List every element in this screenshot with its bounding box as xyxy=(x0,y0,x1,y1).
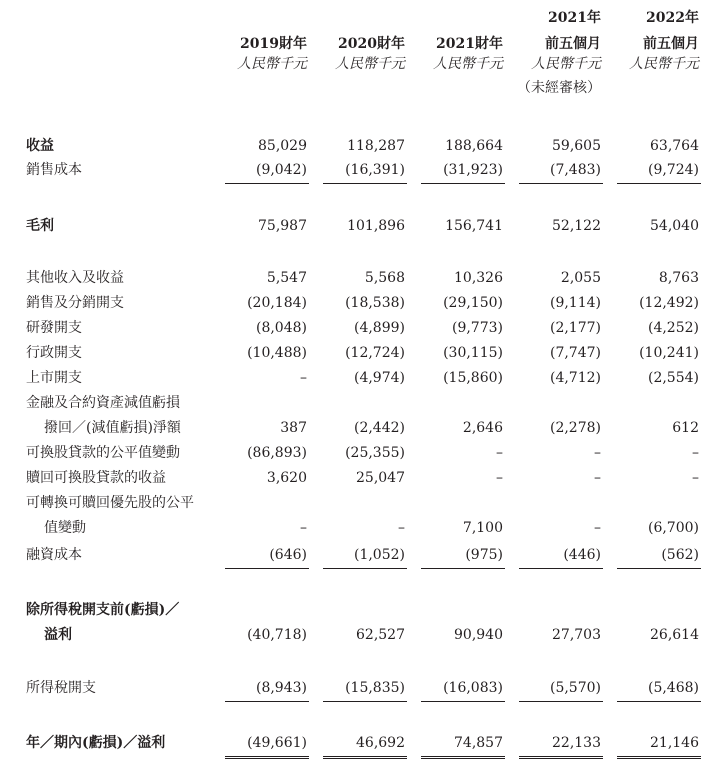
row-label: 上市開支 xyxy=(26,370,82,386)
cell: 75,987 xyxy=(258,218,307,234)
cell: (40,718) xyxy=(247,627,307,643)
column-header-2020 xyxy=(305,34,405,74)
cell: 90,940 xyxy=(454,627,503,643)
cell: (30,115) xyxy=(443,345,503,361)
row-label: 值變動 xyxy=(44,520,86,536)
subtotal-rule xyxy=(617,568,701,569)
cell: 59,605 xyxy=(552,138,601,154)
row-label: 其他收入及收益 xyxy=(26,270,124,286)
cell: (15,835) xyxy=(345,680,405,696)
column-unit: 人民幣千元 xyxy=(237,56,307,72)
column-unit: 人民幣千元 xyxy=(433,56,503,72)
cell: – xyxy=(300,520,307,536)
cell: 74,857 xyxy=(454,735,503,751)
row-label: 收益 xyxy=(26,138,54,154)
row-fv-convertible-loans xyxy=(0,443,720,463)
cell: 188,664 xyxy=(445,138,503,154)
cell: (6,700) xyxy=(647,520,699,536)
cell: (12,724) xyxy=(345,345,405,361)
subtotal-rule xyxy=(421,183,505,184)
row-net-profit xyxy=(0,733,720,753)
cell: (8,048) xyxy=(255,320,307,336)
cell: – xyxy=(594,445,601,461)
cell: 62,527 xyxy=(356,627,405,643)
cell: 22,133 xyxy=(552,735,601,751)
cell: 8,763 xyxy=(658,270,699,286)
row-impairment xyxy=(0,418,720,438)
cell: (18,538) xyxy=(345,295,405,311)
subtotal-rule xyxy=(519,183,603,184)
cell: (2,554) xyxy=(647,370,699,386)
cell: 156,741 xyxy=(445,218,503,234)
subtotal-rule xyxy=(519,701,603,702)
cell: 7,100 xyxy=(462,520,503,536)
cell: (2,442) xyxy=(353,420,405,436)
cell: 118,287 xyxy=(347,138,405,154)
cell: (10,488) xyxy=(247,345,307,361)
row-label: 融資成本 xyxy=(26,547,82,563)
cell: – xyxy=(496,445,503,461)
row-finance-costs xyxy=(0,545,720,565)
cell: 10,326 xyxy=(454,270,503,286)
cell: (446) xyxy=(563,547,601,563)
cell: (9,724) xyxy=(647,162,699,178)
cell: 5,568 xyxy=(364,270,405,286)
subtotal-rule xyxy=(323,183,407,184)
cell: 21,146 xyxy=(650,735,699,751)
cell: (562) xyxy=(661,547,699,563)
column-unit: 人民幣千元 xyxy=(335,56,405,72)
row-fv-preferred-label-1 xyxy=(0,493,720,513)
cell: (16,391) xyxy=(345,162,405,178)
cell: (86,893) xyxy=(247,445,307,461)
column-year: 2021財年 xyxy=(436,36,503,52)
cell: (1,052) xyxy=(353,547,405,563)
row-label: 年／期內(虧損)／溢利 xyxy=(26,735,166,751)
cell: (2,177) xyxy=(549,320,601,336)
row-rd-expenses xyxy=(0,318,720,338)
column-period: 前五個月 xyxy=(545,36,601,52)
column-unit: 人民幣千元 xyxy=(531,56,601,72)
column-unit: 人民幣千元 xyxy=(629,56,699,72)
cell: 612 xyxy=(672,420,699,436)
row-gain-redemption xyxy=(0,468,720,488)
cell: (10,241) xyxy=(639,345,699,361)
subtotal-rule xyxy=(323,568,407,569)
cell: 3,620 xyxy=(266,470,307,486)
row-income-tax xyxy=(0,678,720,698)
cell: (975) xyxy=(465,547,503,563)
cell: (29,150) xyxy=(443,295,503,311)
cell: (20,184) xyxy=(247,295,307,311)
cell: (5,570) xyxy=(549,680,601,696)
row-label: 行政開支 xyxy=(26,345,82,361)
cell: 63,764 xyxy=(650,138,699,154)
cell: (8,943) xyxy=(255,680,307,696)
cell: (4,712) xyxy=(549,370,601,386)
row-label: 可轉換可贖回優先股的公平 xyxy=(26,495,194,511)
cell: 26,614 xyxy=(650,627,699,643)
cell: (2,278) xyxy=(549,420,601,436)
cell: (5,468) xyxy=(647,680,699,696)
cell: (4,974) xyxy=(353,370,405,386)
row-label: 可換股貸款的公平值變動 xyxy=(26,445,180,461)
column-year: 2019財年 xyxy=(240,36,307,52)
cell: (15,860) xyxy=(443,370,503,386)
cell: 2,055 xyxy=(560,270,601,286)
cell: (31,923) xyxy=(443,162,503,178)
cell: – xyxy=(300,370,307,386)
row-other-income xyxy=(0,268,720,288)
cell: 27,703 xyxy=(552,627,601,643)
column-year: 2022年 xyxy=(646,10,699,26)
row-label: 銷售及分銷開支 xyxy=(26,295,124,311)
row-admin-expenses xyxy=(0,343,720,363)
subtotal-rule xyxy=(323,701,407,702)
cell: (16,083) xyxy=(443,680,503,696)
row-label: 撥回／(減值虧損)淨額 xyxy=(44,420,181,436)
cell: (4,252) xyxy=(647,320,699,336)
cell: (9,773) xyxy=(451,320,503,336)
cell: – xyxy=(692,470,699,486)
subtotal-rule xyxy=(519,568,603,569)
cell: (49,661) xyxy=(247,735,307,751)
cell: (25,355) xyxy=(345,445,405,461)
column-note: （未經審核） xyxy=(517,80,601,96)
cell: – xyxy=(496,470,503,486)
cell: (9,042) xyxy=(255,162,307,178)
cell: 85,029 xyxy=(258,138,307,154)
cell: (12,492) xyxy=(639,295,699,311)
row-selling-expenses xyxy=(0,293,720,313)
total-double-rule xyxy=(225,756,309,759)
row-label: 研發開支 xyxy=(26,320,82,336)
column-period: 前五個月 xyxy=(643,36,699,52)
row-label: 銷售成本 xyxy=(26,162,82,178)
row-pretax-label-1 xyxy=(0,600,720,620)
cell: 5,547 xyxy=(266,270,307,286)
subtotal-rule xyxy=(421,701,505,702)
total-double-rule xyxy=(519,756,603,759)
total-double-rule xyxy=(617,756,701,759)
cell: (7,483) xyxy=(549,162,601,178)
column-header-2022-5m xyxy=(584,8,699,74)
cell: 54,040 xyxy=(650,218,699,234)
subtotal-rule xyxy=(225,183,309,184)
total-double-rule xyxy=(323,756,407,759)
cell: (646) xyxy=(269,547,307,563)
cell: 387 xyxy=(280,420,307,436)
cell: (7,747) xyxy=(549,345,601,361)
row-revenue xyxy=(0,136,720,156)
cell: 2,646 xyxy=(462,420,503,436)
row-gross-profit xyxy=(0,216,720,236)
row-impairment-label-1 xyxy=(0,393,720,413)
cell: 101,896 xyxy=(347,218,405,234)
row-cost-of-sales xyxy=(0,160,720,180)
cell: – xyxy=(692,445,699,461)
subtotal-rule xyxy=(617,183,701,184)
column-header-2019 xyxy=(207,34,307,74)
row-label: 溢利 xyxy=(44,627,72,643)
row-label: 金融及合約資產減值虧損 xyxy=(26,395,180,411)
subtotal-rule xyxy=(225,568,309,569)
cell: – xyxy=(594,470,601,486)
row-label: 除所得稅開支前(虧損)／ xyxy=(26,602,180,618)
subtotal-rule xyxy=(225,701,309,702)
cell: – xyxy=(398,520,405,536)
row-label: 贖回可換股貸款的收益 xyxy=(26,470,166,486)
subtotal-rule xyxy=(617,701,701,702)
cell: 25,047 xyxy=(356,470,405,486)
cell: 52,122 xyxy=(552,218,601,234)
cell: (4,899) xyxy=(353,320,405,336)
row-label: 所得稅開支 xyxy=(26,680,96,696)
total-double-rule xyxy=(421,756,505,759)
subtotal-rule xyxy=(421,568,505,569)
row-label: 毛利 xyxy=(26,218,54,234)
cell: – xyxy=(594,520,601,536)
column-year: 2021年 xyxy=(548,10,601,26)
row-listing-expenses xyxy=(0,368,720,388)
cell: 46,692 xyxy=(356,735,405,751)
row-pretax xyxy=(0,625,720,645)
cell: (9,114) xyxy=(549,295,601,311)
row-fv-preferred xyxy=(0,518,720,538)
column-year: 2020財年 xyxy=(338,36,405,52)
